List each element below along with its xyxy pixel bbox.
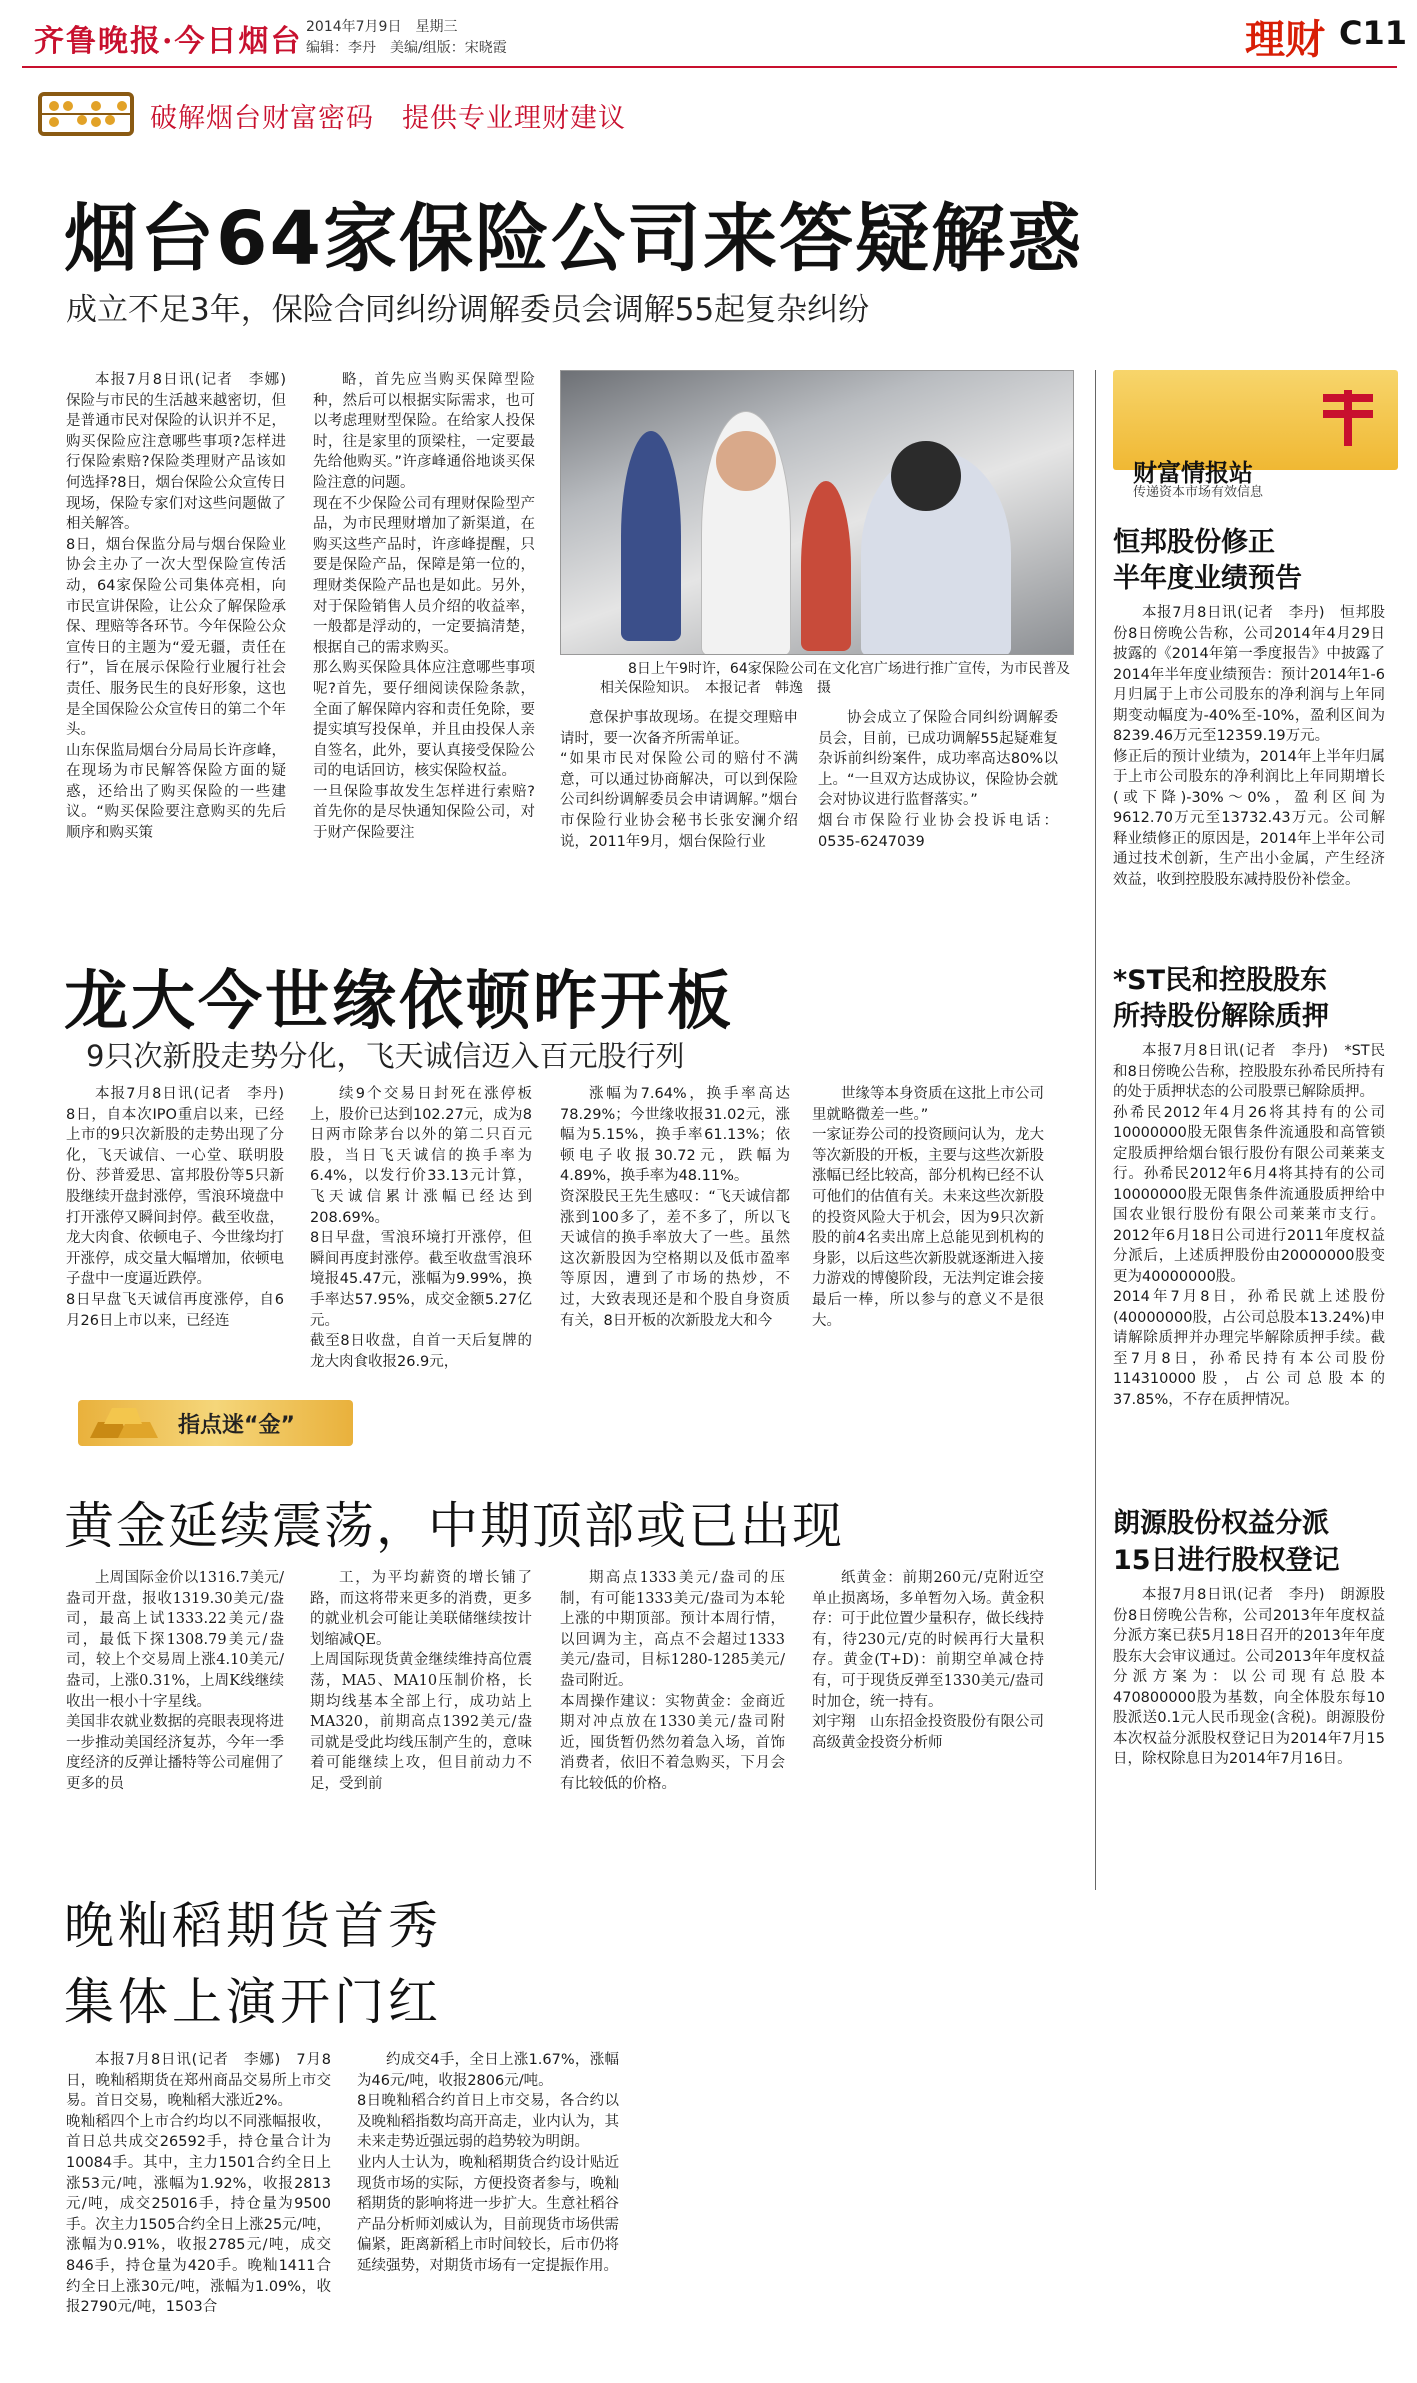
article2-col2: 续9个交易日封死在涨停板上，股价已达到102.27元，成为8日两市除茅台以外的第二只百元股，当日飞天诚信的换手率为6.4%，以发行价33.13元计算，飞天诚信累计涨幅已经达到208.69%。 8日早盘，雪浪环境打开涨停，但瞬间再度封涨停。截至收盘雪浪环境报45.47元，涨幅为9.99%，换手率达57.95%，成交金额5.27亿元。 截至8日收盘，自首一天后复牌的龙大肉食收报26.9元， [310, 1086, 532, 1370]
article1-col2: 略，首先应当购买保障型险种，然后可以根据实际需求，也可以考虑理财型保险。在给家人投保时，往是家里的顶梁柱，一定要最先给他购买。”许彦峰通俗地谈买保险注意的问题。 现在不少保险公司有理财保险型产品，为市民理财增加了新渠道，在购买这些产品时，许彦峰提醒，只要是保险产品，保障是第一位的，理财类保险产品也是如此。另外，对于保险销售人员介绍的收益率，一般都是浮动的，一定要搞清楚，根据自己的需求购买。 那么购买保险具体应注意哪些事项呢?首先，要仔细阅读保险条款，全面了解保障内容和责任免除，要提实填写投保单，并且由投保人亲自签名，此外，要认真接受保险公司的电话回访，核实保险权益。 一旦保险事故发生怎样进行索赔?首先你的是尽快通知保险公司，对于财产保险要注 [313, 372, 535, 842]
gold-bars-icon [84, 1404, 164, 1442]
article4-title-line1: 晚籼稻期货首秀 [64, 1897, 442, 1955]
yuan-icon [1313, 380, 1383, 450]
column-tag [78, 1400, 353, 1446]
article1-subtitle: 成立不足3年，保险合同纠纷调解委员会调解55起复杂纠纷 [66, 292, 870, 328]
side1-title-line1: 恒邦股份修正 [1113, 527, 1275, 558]
article3-col1: 上周国际金价以1316.7美元/盎司开盘，报收1319.30美元/盎司，最高上试1333.22美元/盎司，最低下探1308.79美元/盎司，较上个交易周上涨4.10美元/盎司，上涨0.31%，上周K线继续收出一根小十字星线。 美国非农就业数据的亮眼表现将进一步推动美国经济复苏，今年一季度经济的反弹让播特等公司雇佣了更多的员 [66, 1570, 284, 1792]
side2-title-line2: 所持股份解除质押 [1113, 1001, 1329, 1032]
side1-title-line2: 半年度业绩预告 [1113, 563, 1302, 594]
issue-date: 2014年7月9日 星期三 [306, 19, 458, 35]
article4-title-line2: 集体上演开门红 [64, 1973, 442, 2031]
article4-col2: 约成交4手，全日上涨1.67%，涨幅为46元/吨，收报2806元/吨。 8日晚籼稻合约首日上市交易，各合约以及晚籼稻指数均高开高走，业内认为，其未来走势近强远弱的趋势较为明朗。 业内人士认为，晚籼稻期货合约设计贴近现货市场的实际，方便投资者参与，晚籼稻期货的影响将进一步扩大。生意社稻谷产品分析师刘威认为，目前现货市场供需偏紧，距离新稻上市时间较长，后市仍将延续强势，对期货市场有一定提振作用。 [357, 2052, 619, 2274]
page-number: C11 [1338, 14, 1407, 52]
newspaper-logo: 齐鲁晚报·今日烟台 [34, 24, 303, 59]
article1-col3: 意保护事故现场。在提交理赔申请时，要一次备齐所需单证。 “如果市民对保险公司的赔付不满意，可以通过协商解决，可以到保险公司纠纷调解委员会申请调解。”烟台市保险行业协会秘书长张安澜介绍说，2011年9月，烟台保险行业 [560, 710, 798, 850]
article1-col4: 协会成立了保险合同纠纷调解委员会，目前，已成功调解55起疑难复杂诉前纠纷案件，成功率高达80%以上。“一旦双方达成协议，保险协会就会对协议进行监督落实。” 烟台市保险行业协会投诉电话：0535-6247039 [818, 710, 1058, 850]
article1-title: 烟台64家保险公司来答疑解惑 [64, 196, 1083, 282]
sidebar-logo-title: 财富情报站 [1133, 459, 1253, 487]
banner-slogan: 破解烟台财富密码 提供专业理财建议 [150, 103, 626, 134]
article1-col1: 本报7月8日讯(记者 李娜) 保险与市民的生活越来越密切，但是普通市民对保险的认识并不足，购买保险应注意哪些事项?怎样进行保险索赔?保险类理财产品该如何选择?8日，烟台保险公众宣传日现场，保险专家们对这些问题做了相关解答。 8日，烟台保监分局与烟台保险业协会主办了一次大型保险宣传活动，64家保险公司集体亮相，向市民宣讲保险，让公众了解保险承保、理赔等各环节。今年保险公众宣传日的主题为“爱无疆，责任在行”，旨在展示保险行业履行社会责任、服务民生的良好形象，这也是全国保险公众宣传日的第二个年头。 山东保监局烟台分局局长许彦峰，在现场为市民解答保险方面的疑惑，还给出了购买保险的一些建议。“购买保险要注意购买的先后顺序和购买策 [66, 372, 286, 842]
side2-body: 本报7月8日讯(记者 李丹) *ST民和8日傍晚公告称，控股股东孙希民所持有的处于质押状态的公司股票已解除质押。 孙希民2012年4月26将其持有的公司10000000股无限售条件流通股和高管锁定股质押给烟台银行股份有限公司莱莱支行。孙希民2012年6月4将其持有的公司10000000股无限售条件流通股质押给中国农业银行股份有限公司莱莱市支行。2012年6月18日公司进行2011年度权益分派后，上述质押股份由20000000股变更为40000000股。 2014年7月8日，孙希民就上述股份(40000000股，占公司总股本13.24%)申请解除质押并办理完毕解除质押手续。截至7月8日，孙希民持有本公司股份114310000股，占公司总股本的37.85%，不存在质押情况。 [1113, 1043, 1385, 1408]
side3-body: 本报7月8日讯(记者 李丹) 朗源股份8日傍晚公告称，公司2013年年度权益分派方案已获5月18日召开的2013年年度股东大会审议通过。公司2013年年度权益分派方案为：以公司现有总股本470800000股为基数，向全体股东每10股派送0.1元人民币现金(含税)。朗源股份本次权益分派股权登记日为2014年7月15日，除权除息日为2014年7月16日。 [1113, 1587, 1385, 1767]
article3-col3: 期高点1333美元/盎司的压制，有可能1333美元/盎司为本轮上涨的中期顶部。预计本周行情，以回调为主，高点不会超过1333美元/盎司，目标1280-1285美元/盎司附近。 本周操作建议：实物黄金：金商近期对冲点放在1330美元/盎司附近，囤货暂仍然勿着急入场，首饰消费者，依旧不着急购买，下月会有比较低的价格。 [560, 1570, 785, 1792]
article2-col4: 世缘等本身资质在这批上市公司里就略微差一些。” 一家证券公司的投资顾问认为，龙大等次新股的开板，主要与这些次新股涨幅已经比较高，部分机构已经不认可他们的估值有关。未来这些次新股的投资风险大于机会，因为9只次新股的前4名卖出席上总能见到机构的身影，以后这些次新股就逐渐进入接力游戏的博傻阶段，无法判定谁会接最后一棒，所以参与的意义不是很大。 [812, 1086, 1044, 1329]
editor-credits: 编辑：李丹 美编/组版：宋晓霞 [306, 40, 507, 56]
article3-title: 黄金延续震荡，中期顶部或已出现 [64, 1497, 844, 1555]
article2-title: 龙大今世缘依顿昨开板 [64, 965, 734, 1039]
sidebar-divider [1095, 370, 1096, 1890]
sidebar-logo-subtitle: 传递资本市场有效信息 [1133, 485, 1264, 500]
header-rule [22, 66, 1397, 68]
side3-title-line1: 朗源股份权益分派 [1113, 1508, 1329, 1539]
side2-title-line1: *ST民和控股股东 [1113, 965, 1327, 996]
article2-col1: 本报7月8日讯(记者 李丹) 8日，自本次IPO重启以来，已经上市的9只次新股的走势出现了分化，飞天诚信、一心堂、联明股份、莎普爱思、富邦股份等5只新股继续开盘封涨停，雪浪环境盘中打开涨停又瞬间封停。截至收盘，龙大肉食、依顿电子、今世缘均打开涨停，成交量大幅增加，依顿电子盘中一度逼近跌停。 8日早盘飞天诚信再度涨停，自6月26日上市以来，已经连 [66, 1086, 284, 1329]
section-name: 理财 [1245, 16, 1325, 63]
side1-body: 本报7月8日讯(记者 李丹) 恒邦股份8日傍晚公告称，公司2014年4月29日披露的《2014年第一季度报告》中披露了2014年半年度业绩预告：预计2014年1-6月归属于上市公司股东的净利润与上年同期变动幅度为-40%至-10%，盈利区间为8239.46万元至12359.19万元。 修正后的预计业绩为，2014年上半年归属于上市公司股东的净利润比上年同期增长(或下降)-30%～0%，盈利区间为9612.70万元至13732.43万元。公司解释业绩修正的原因是，2014年上半年公司通过技术创新，生产出小金属，产生经济效益，收到控股股东减持股份补偿金。 [1113, 605, 1385, 888]
abacus-icon [36, 84, 136, 142]
article2-subtitle: 9只次新股走势分化，飞天诚信迈入百元股行列 [86, 1039, 685, 1073]
article4-col1: 本报7月8日讯(记者 李娜) 7月8日，晚籼稻期货在郑州商品交易所上市交易。首日交易，晚籼稻大涨近2%。 晚籼稻四个上市合约均以不同涨幅报收，首日总共成交26592手，持仓量合计为10084手。其中，主力1501合约全日上涨53元/吨，涨幅为1.92%，收报2813元/吨，成交25016手，持仓量为9500手。次主力1505合约全日上涨25元/吨，涨幅为0.91%，收报2785元/吨，成交846手，持仓量为420手。晚籼1411合约全日上涨30元/吨，涨幅为1.09%，收报2790元/吨，1503合 [66, 2052, 331, 2316]
event-photo [560, 370, 1074, 655]
side3-title-line2: 15日进行股权登记 [1113, 1545, 1340, 1576]
photo-caption: 8日上午9时许，64家保险公司在文化宫广场进行推广宣传，为市民普及相关保险知识。 本报记者 韩逸 摄 [600, 661, 1070, 696]
column-tag-label: 指点迷“金” [178, 1413, 295, 1438]
article2-col3: 涨幅为7.64%，换手率高达78.29%；今世缘收报31.02元，涨幅为5.15%，换手率61.13%；依顿电子收报30.72元，跌幅为4.89%，换手率为48.11%。 资深股民王先生感叹：“飞天诚信都涨到100多了，差不多了，所以飞天诚信的换手率放大了一些。虽然这次新股因为空格期以及低市盈率等原因，遭到了市场的热炒，不过，大致表现还是和个股自身资质有关，8日开板的次新股龙大和今 [560, 1086, 790, 1329]
article3-col4: 纸黄金：前期260元/克附近空单止损离场，多单暂勿入场。黄金积存：可于此位置少量积存，做长线持有，待230元/克的时候再行大量积存。黄金(T+D)：前期空单减仓持有，可于现货反弹至1330美元/盎司时加仓，统一持有。 刘宇翔 山东招金投资股份有限公司高级黄金投资分析师 [812, 1570, 1044, 1751]
article3-col2: 工，为平均薪资的增长铺了路，而这将带来更多的消费，更多的就业机会可能让美联储继续按计划缩减QE。 上周国际现货黄金继续维持高位震荡，MA5、MA10压制价格，长期均线基本全部上行，成功站上MA320，前期高点1392美元/盎司就是受此均线压制产生的，意味着可能继续上攻，但目前动力不足，受到前 [310, 1570, 532, 1792]
